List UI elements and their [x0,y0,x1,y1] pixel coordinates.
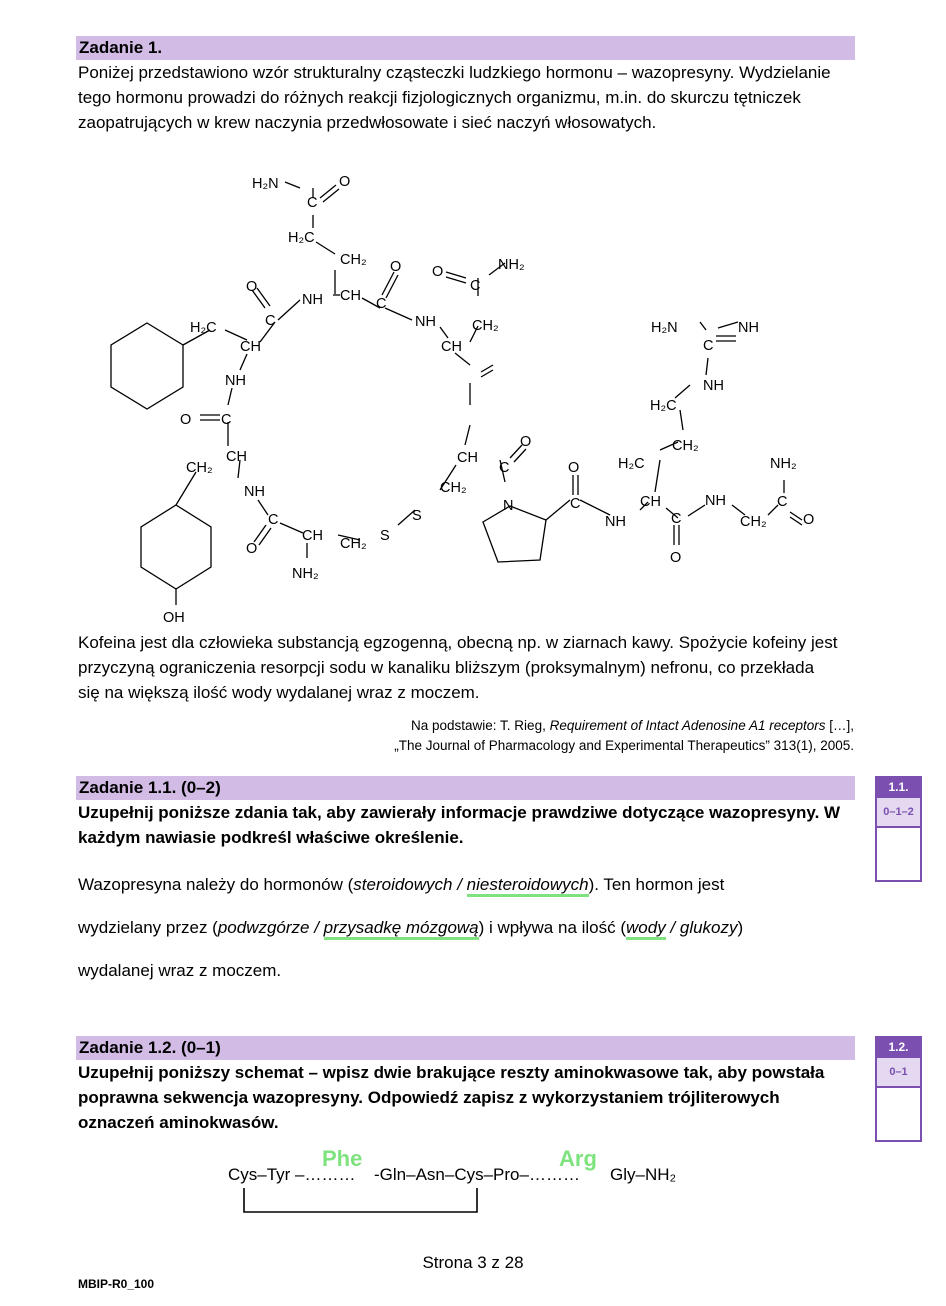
sequence-part-1: Cys–Tyr –……… [228,1165,356,1184]
task11-instruction: Uzupełnij poniższe zdania tak, aby zawierały informacje prawdziwe dotyczące wazopresyny. W każdym nawiasie podkreśl właściwe określenie. [78,803,841,847]
caffeine-text: Kofeina jest dla człowieka substancją egzogenną, obecną np. w ziarnach kawy. Spożycie kofeiny jest przyczyną ograniczenia resorpcji sodu w kanaliku bliższym (proksymalnym) nefronu, co przekłada się na większą ilość wody wydalanej wraz z moczem. [78,633,838,702]
mol-label: CH [302,528,323,544]
option-steroidowych[interactable]: steroidowych [353,875,453,894]
task11-sentence-2: wydzielany przez (podwzgórze / przysadkę mózgową) i wpływa na ilość (wody / glukozy) [78,915,743,940]
mol-label: CH₂ [472,318,499,334]
mol-label: CH [240,339,261,355]
mol-label: NH [302,292,323,308]
task1-heading-bar [76,36,855,60]
mol-label: C [221,412,232,428]
task11-heading-bar [76,776,855,800]
mol-label: NH [225,373,246,389]
mol-label: H₂C [190,320,217,336]
mol-label: CH₂ [740,514,767,530]
sequence-part-3: Gly–NH₂ [610,1165,677,1184]
task1-intro: Poniżej przedstawiono wzór strukturalny cząsteczki ludzkiego hormonu – wazopresyny. Wydzielanie tego hormonu prowadzi do różnych reakcji fizjologicznych organizmu, m.in. do skurczu tętniczek zaopatrujących w krew naczynia przedwłosowate i sieć naczyń włosowatych. [78,63,831,132]
source-line-2: „The Journal of Pharmacology and Experimental Therapeutics” 313(1), 2005. [394,738,854,753]
mol-label: CH [340,288,361,304]
mol-label: O [339,174,351,190]
mol-label: C [307,195,318,211]
task11-code: 1.1. [875,776,922,798]
mol-label: C [570,496,581,512]
mol-label: NH [703,378,724,394]
option-przysadka[interactable]: przysadkę mózgową [324,918,479,940]
page-number: Strona 3 z 28 [422,1253,524,1272]
mol-label: NH [244,484,265,500]
task11-heading: Zadanie 1.1. (0–2) [79,778,221,797]
vasopressin-structure [0,160,946,630]
mol-label: C [268,512,279,528]
mol-label: CH₂ [186,460,213,476]
sequence-part-2: -Gln–Asn–Cys–Pro–……… [374,1165,580,1184]
mol-label: CH [640,494,661,510]
mol-label: OH [163,610,185,626]
mol-label: CH₂ [672,438,699,454]
mol-label: C [376,296,387,312]
mol-label: NH [605,514,626,530]
mol-label: CH [457,450,478,466]
task12-code: 1.2. [875,1036,922,1058]
mol-label: N [503,498,514,514]
mol-label: H₂C [650,398,677,414]
mol-label: O [670,550,682,566]
mol-label: H₂C [618,456,645,472]
mol-label: NH [415,314,436,330]
answer-arg[interactable]: Arg [559,1146,597,1171]
task12-score-field[interactable] [875,1088,922,1142]
mol-label: C [499,460,510,476]
mol-label: O [246,541,258,557]
mol-label: NH [738,320,759,336]
task12-heading-bar [76,1036,855,1060]
mol-label: H₂C [288,230,315,246]
mol-label: NH₂ [292,566,319,582]
source-line-1: Na podstawie: T. Rieg, Requirement of Intact Adenosine A1 receptors […], [411,718,854,733]
task11-score-box [875,776,922,882]
mol-label: O [180,412,192,428]
task12-score-box [875,1036,922,1142]
option-niesteroidowych[interactable]: niesteroidowych [467,875,589,897]
mol-label: H₂N [252,176,279,192]
option-podwzgorze[interactable]: podwzgórze [217,918,310,937]
mol-label: CH₂ [440,480,467,496]
mol-label: O [246,279,258,295]
mol-label: C [671,511,682,527]
task11-score-field[interactable] [875,828,922,882]
answer-phe[interactable]: Phe [322,1146,363,1171]
mol-label: CH [441,339,462,355]
disulfide-bracket [0,1184,946,1224]
mol-label: O [520,434,532,450]
mol-label: NH [705,493,726,509]
mol-label: NH₂ [498,257,525,273]
mol-label: S [412,508,422,524]
task11-score: 0–1–2 [875,798,922,828]
mol-label: O [432,264,444,280]
mol-label: CH₂ [340,252,367,268]
mol-label: C [265,313,276,329]
mol-label: C [703,338,714,354]
task12-heading: Zadanie 1.2. (0–1) [79,1038,221,1057]
mol-label: O [803,512,815,528]
option-wody[interactable]: wody [626,918,666,940]
mol-label: C [777,494,788,510]
mol-label: O [390,259,402,275]
mol-label: H₂N [651,320,678,336]
mol-label: C [470,278,481,294]
task11-sentence-3: wydalanej wraz z moczem. [78,961,282,980]
task12-instruction: Uzupełnij poniższy schemat – wpisz dwie brakujące reszty aminokwasowe tak, aby powstała poprawna sekwencja wazopresyny. Odpowiedź zapisz z wykorzystaniem trójliterowych oznaczeń aminokwasów. [78,1063,825,1132]
mol-label: CH₂ [340,536,367,552]
task1-heading: Zadanie 1. [79,38,163,57]
exam-code: MBIP-R0_100 [78,1277,155,1291]
mol-label: O [568,460,580,476]
task11-sentence-1: Wazopresyna należy do hormonów (steroidowych / niesteroidowych). Ten hormon jest [78,872,724,897]
option-glukozy[interactable]: glukozy [679,918,738,937]
mol-label: NH₂ [770,456,797,472]
mol-label: S [380,528,390,544]
task12-score: 0–1 [875,1058,922,1088]
mol-label: CH [226,449,247,465]
